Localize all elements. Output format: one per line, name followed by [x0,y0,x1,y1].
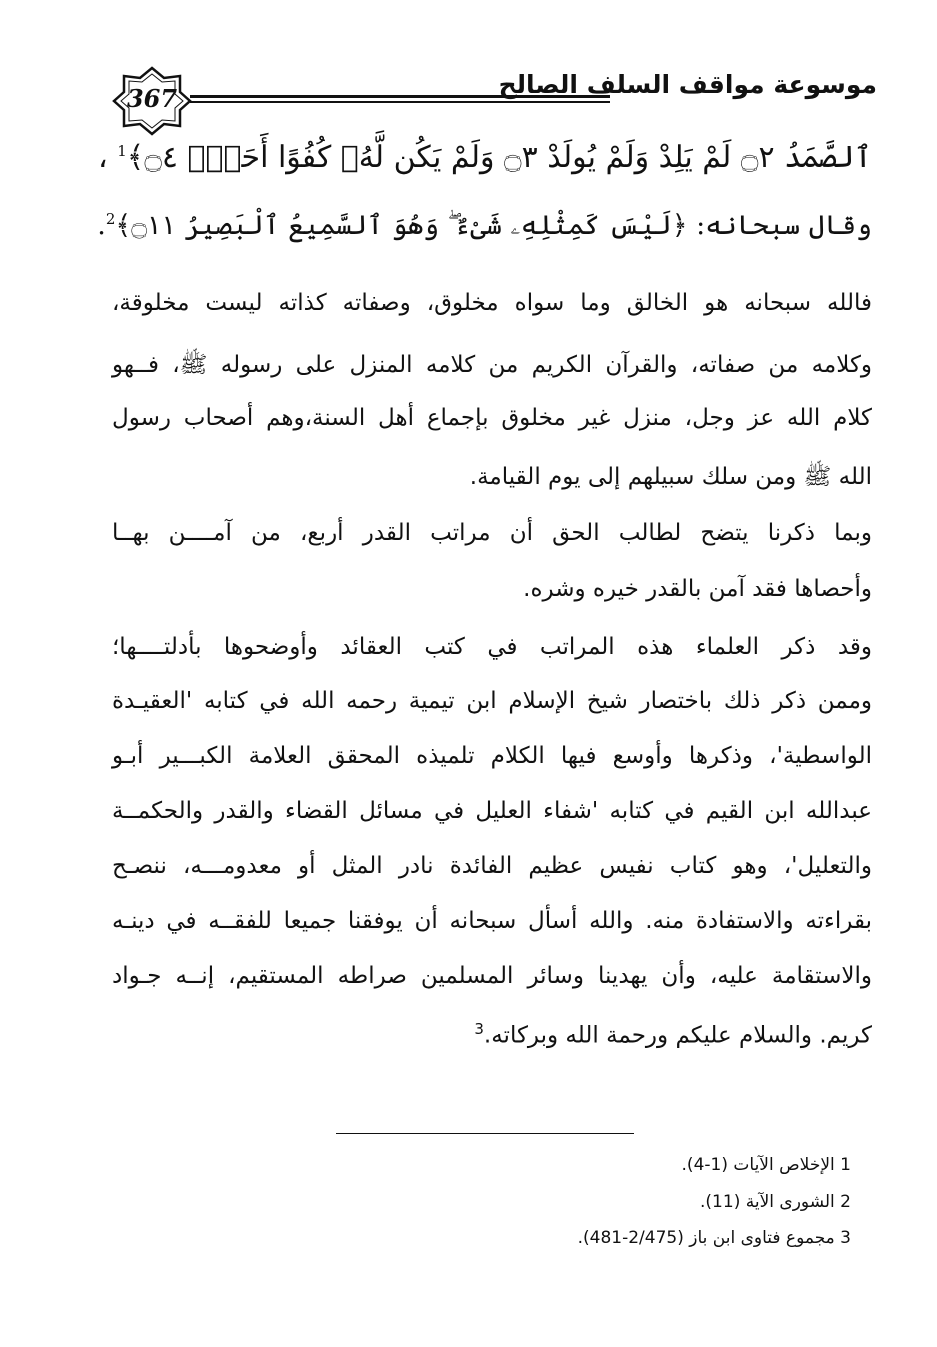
paragraph-3-line-7: والاستقامة عليه، وأن يهدينا وسائر المسلمين صراطه المستقيم، إنــه جـواد [112,963,872,989]
footnote-2: 2 الشورى الآية (11). [700,1192,851,1212]
page-number: 367 [126,84,178,113]
book-title: موسوعة مواقف السلف الصالح [498,70,877,99]
footnote-ref-3: 3 [474,1020,484,1038]
paragraph-1-line-3: كلام الله عز وجل، منزل غير مخلوق بإجماع أهل السنة،وهم أصحاب رسول [112,405,872,431]
paragraph-2-line-2: وأحصاها فقد آمن بالقدر خيره وشره. [523,576,872,602]
paragraph-1-line-2: وكلامه من صفاته، والقرآن الكريم من كلامه المنزل على رسوله ﷺ، فــهو [112,352,872,378]
page-number-badge [112,66,192,136]
quran-verse-line-2 [97,210,872,242]
paragraph-3-line-6: بقراءته والاستفادة منه. والله أسأل سبحانه أن يوفقنا جميعا للفقــه في دينـه [112,908,872,934]
footnote-separator [336,1133,634,1134]
quran-verse-text: ٱلصَّمَدُ ۝٢ لَمْ يَلِدْ وَلَمْ يُولَدْ ۝٣ وَلَمْ يَكُن لَّهُۥ كُفُوًا أَحَدٌۢ ۝٤﴾ [126,140,872,175]
paragraph-3-line-2: وممن ذكر ذلك باختصار شيخ الإسلام ابن تيمية رحمه الله في كتابه 'العقيـدة [112,688,872,714]
quran-verse-text: وقال سبحانه: ﴿لَيْسَ كَمِثْلِهِۦ شَىْءٌ ۖ وَهُوَ ٱلسَّمِيعُ ٱلْبَصِيرُ ۝١١﴾ [115,210,872,241]
footnote-ref-2: 2 [105,210,116,228]
footnote-1: 1 الإخلاص الآيات (1-4). [681,1155,851,1175]
paragraph-3-line-8 [112,1020,872,1049]
paragraph-1-line-1: فالله سبحانه هو الخالق وما سواه مخلوق، وصفاته كذاته ليست مخلوقة، [112,290,872,316]
verse-punctuation: . [97,210,106,241]
paragraph-3-line-8-text: كريم. والسلام عليكم ورحمة الله وبركاته. [483,1022,872,1049]
paragraph-3-line-4: عبدالله ابن القيم في كتابه 'شفاء العليل في مسائل القضاء والقدر والحكمــة [112,798,872,824]
paragraph-2-line-1: وبما ذكرنا يتضح لطالب الحق أن مراتب القدر أربع، من آمــــن بهــا [112,520,872,546]
paragraph-3-line-5: والتعليل'، وهو كتاب نفيس عظيم الفائدة نادر المثل أو معدومـــه، ننصـح [112,853,872,879]
paragraph-3-line-3: الواسطية'، وذكرها وأوسع فيها الكلام تلميذه المحقق العلامة الكبـــير أبـو [112,743,872,769]
paragraph-3-line-1: وقد ذكر العلماء هذه المراتب في كتب العقائد وأوضحوها بأدلتــــها؛ [112,634,872,660]
paragraph-1-line-4: الله ﷺ ومن سلك سبيلهم إلى يوم القيامة. [469,464,872,490]
footnote-3: 3 مجموع فتاوى ابن باز (2/475-481). [577,1228,851,1248]
verse-punctuation: ، [97,140,108,175]
quran-verse-line-1 [97,140,872,175]
footnote-ref-1: 1 [117,142,127,160]
